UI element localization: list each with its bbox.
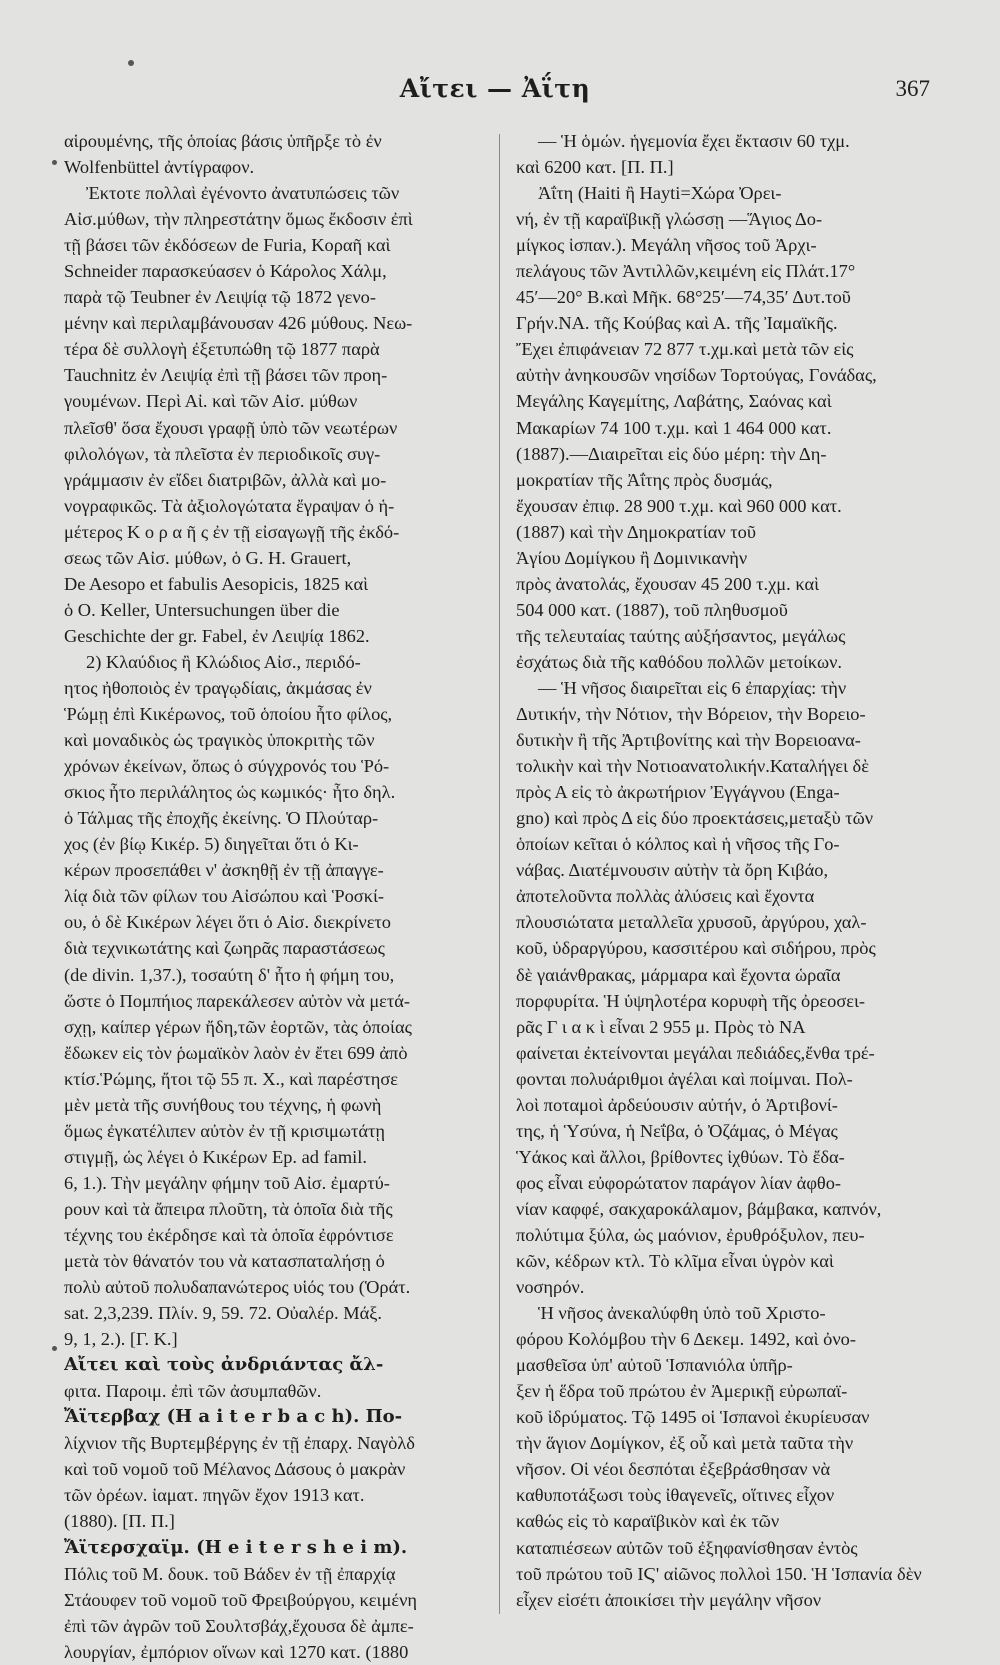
text-line: δυτικὴν ἢ τῆς Ἀρτιβονίτης καὶ τὴν Βορειοανα- <box>516 730 861 751</box>
text-line: ρᾶς Γ ι α κ ὶ εἶναι 2 955 μ. Πρὸς τὸ ΝΑ <box>516 1016 806 1037</box>
text-line: φιλολόγων, τὰ πλεῖστα ἐν περιοδικοῖς συγ- <box>64 443 381 464</box>
text-line: ητος ἠθοποιὸς ἐν τραγῳδίαις, ἀκμάσας ἐν <box>64 677 372 698</box>
text-line: λουργίαν, ἐμπόριον οἴνων καὶ 1270 κατ. (1880 <box>64 1641 409 1662</box>
text-line: Ἄϊτερβαχ (H a i t e r b a c h). Πο- <box>64 1406 403 1428</box>
text-line: αἱρουμένης, τῆς ὁποίας βάσις ὑπῆρξε τὸ ἐν <box>64 131 382 151</box>
text-line: νάβας. Διατέμνουσιν αὐτὴν τὰ ὄρη Κιβάο, <box>516 860 829 881</box>
text-line: πολὺ αὐτοῦ πολυδαπανώτερος υἱός του (Ὁράτ. <box>64 1277 411 1298</box>
text-line: τῶν ὀρέων. ἰαματ. πηγῶν ἔχον 1913 κατ. <box>64 1485 365 1506</box>
running-title: Αἴτει — Ἀΐτη <box>399 74 591 103</box>
text-line: ὁποίων κεῖται ὁ κόλπος καὶ ἡ νῆσος τῆς Γο- <box>516 834 840 855</box>
text-line: Μεγάλης Καγεμίτης, Λαβάτης, Σαόνας καὶ <box>516 391 832 412</box>
text-line: τοῦ πρώτου τοῦ ΙϚ' αἰῶνος πολλοὶ 150. Ἡ Ἱσπανία δὲν <box>516 1563 922 1584</box>
text-line: ἐσχάτως διὰ τῆς καθόδου πολλῶν μετοίκων. <box>516 651 843 672</box>
text-line: τέχνης του ἐκέρδησε καὶ τὰ ὁποῖα ἐφρόντισε <box>64 1224 394 1245</box>
text-line: Ἁγίου Δομίγκου ἢ Δομινικανὴν <box>516 547 748 568</box>
text-line: Wolfenbüttel ἀντίγραφον. <box>64 157 255 178</box>
text-line: της, ἡ Ὑσύνα, ἡ Νεΐβα, ὁ Ὀζάμας, ὁ Μέγας <box>516 1120 838 1141</box>
text-line: Ἄϊτερσχαϊμ. (H e i t e r s h e i m). <box>64 1536 408 1558</box>
text-line: δὲ γαιάνθρακας, μάρμαρα καὶ ἔχοντα ὡραῖα <box>516 964 841 985</box>
text-line: 45′—20° Β.καὶ Μῆκ. 68°25′—74,35′ Δυτ.τοῦ <box>516 287 851 308</box>
text-line: Πόλις τοῦ Μ. δουκ. τοῦ Βάδεν ἐν τῇ ἐπαρχίᾳ <box>64 1563 396 1584</box>
print-speck <box>52 160 57 165</box>
text-line: καθώς εἰς τὸ καραϊβικὸν καὶ ἐκ τῶν <box>516 1511 780 1532</box>
text-line: μένην καὶ περιλαμβάνουσαν 426 μύθους. Νεω- <box>64 313 413 334</box>
text-line: — Ἡ νῆσος διαιρεῖται εἰς 6 ἐπαρχίας: τὴν <box>538 677 847 698</box>
text-line: ἐπὶ τῶν ἀγρῶν τοῦ Σουλτσβάχ,ἔχουσα δὲ ἀμπε- <box>64 1615 414 1636</box>
text-line: σκιος ἦτο περιλάλητος ὡς κωμικός· ἦτο δηλ. <box>64 782 396 803</box>
text-line: κοῦ ἱδρύματος. Τῷ 1495 οἱ Ἱσπανοὶ ἐκυρίευσαν <box>516 1407 870 1428</box>
text-line: Ἔχει ἐπιφάνειαν 72 877 τ.χμ.καὶ μετὰ τῶν εἰς <box>516 339 854 360</box>
text-line: καταπιέσεων αὐτῶν τοῦ ἐξηφανίσθησαν ἐντὸς <box>516 1537 858 1558</box>
text-line: νίαν καφφέ, σακχαροκάλαμον, βάμβακα, καπνόν, <box>516 1198 882 1219</box>
text-line: gno) καὶ πρὸς Δ εἰς δύο προεκτάσεις,μεταξὺ τῶν <box>516 808 874 829</box>
text-line: λίχνιον τῆς Βυρτεμβέργης ἐν τῇ ἐπαρχ. Ναγὸλδ <box>64 1433 415 1454</box>
text-line: 6, 1.). Τὴν μεγάλην φήμην τοῦ Αἰσ. ἐμαρτύ- <box>64 1172 390 1193</box>
text-line: Μακαρίων 74 100 τ.χμ. καὶ 1 464 000 κατ. <box>516 417 832 438</box>
text-line: τὴν ἅγιον Δομίγκον, ἐξ οὗ καὶ μετὰ ταῦτα τὴν <box>516 1433 854 1454</box>
text-line: Δυτικήν, τὴν Νότιον, τὴν Βόρειον, τὴν Βορειο- <box>516 704 866 725</box>
text-line: φονται πολυάριθμοι ἀγέλαι καὶ ποίμναι. Πολ- <box>516 1068 853 1089</box>
text-line: ἔδωκεν εἰς τὸν ῥωμαϊκὸν λαὸν ἐν ἔτει 699 ἀπὸ <box>64 1042 408 1063</box>
text-line: διὰ τεχνικωτάτης καὶ ζωηρᾶς παραστάσεως <box>64 938 385 959</box>
text-line: κέρων προσεπάθει ν' ἀσκηθῇ ἐν τῇ ἀπαγγε- <box>64 860 384 881</box>
text-line: πρὸς ἀνατολάς, ἔχουσαν 45 200 τ.χμ. καὶ <box>516 573 820 594</box>
text-line: στιγμῇ, ὡς λέγει ὁ Κικέρων Ep. ad famil. <box>64 1146 367 1167</box>
text-line: καὶ τοῦ νομοῦ τοῦ Μέλανος Δάσους ὁ μακρὰν <box>64 1459 406 1480</box>
text-line: Tauchnitz ἐν Λειψίᾳ ἐπὶ τῇ βάσει τῶν προη- <box>64 365 388 386</box>
text-line: γράμμασιν ἐν εἴδει διατριβῶν, ἀλλὰ καὶ μο- <box>64 469 387 490</box>
text-line: μίγκος ἱσπαν.). Μεγάλη νῆσος τοῦ Ἀρχι- <box>516 235 817 256</box>
text-line: μασθεῖσα ὑπ' αὐτοῦ Ἱσπανιόλα ὑπῆρ- <box>516 1355 793 1376</box>
text-line: χος (ἐν βίῳ Κικέρ. 5) διηγεῖται ὅτι ὁ Κι- <box>64 834 359 855</box>
print-speck <box>128 60 134 66</box>
text-line: λοὶ ποταμοὶ ἀρδεύουσιν αὐτήν, ὁ Ἀρτιβονί- <box>516 1094 838 1115</box>
text-line: Ἐκτοτε πολλαὶ ἐγένοντο ἀνατυπώσεις τῶν <box>86 183 400 204</box>
text-line: σεως τῶν Αἰσ. μύθων, ὁ G. H. Grauert, <box>64 547 352 568</box>
text-line: τέρα δὲ συλλογὴ ἐξετυπώθη τῷ 1877 παρὰ <box>64 339 380 360</box>
text-line: μετὰ τὸν θάνατόν του νὰ κατασπαταλήσῃ ὁ <box>64 1251 385 1272</box>
text-line: καὶ μοναδικὸς ὡς τραγικὸς ὑποκριτὴς τῶν <box>64 730 375 751</box>
page-header <box>60 74 930 108</box>
text-line: ἔχουσαν ἐπιφ. 28 900 τ.χμ. καὶ 960 000 κατ. <box>516 495 842 516</box>
text-line: μὲν μετὰ τῆς συνήθους του τέχνης, ἡ φωνὴ <box>64 1094 382 1115</box>
text-line: Ὑάκος καὶ ἄλλοι, βρίθοντες ἰχθύων. Τὸ ἔδα- <box>516 1146 845 1167</box>
text-line: φαίνεται ἐκτείνονται μεγάλαι πεδιάδες,ἔνθα τρέ- <box>516 1042 875 1063</box>
right-column <box>516 128 932 1613</box>
text-line: πρὸς Α εἰς τὸ ἀκρωτήριον Ἐγγάγνου (Enga- <box>516 782 840 803</box>
text-line: ἀποτελοῦντα πολλὰς ἀλύσεις καὶ ἔχοντα <box>516 886 815 907</box>
text-line: Ἡ νῆσος ἀνεκαλύφθη ὑπὸ τοῦ Χριστο- <box>538 1303 826 1324</box>
text-line: Schneider παρασκεύασεν ὁ Κάρολος Χάλμ, <box>64 261 387 282</box>
text-line: Γρήν.ΝΑ. τῆς Κούβας καὶ Α. τῆς Ἰαμαϊκῆς. <box>516 313 838 334</box>
text-line: sat. 2,3,239. Πλίν. 9, 59. 72. Οὐαλέρ. Μάξ. <box>64 1303 383 1324</box>
text-line: (1887).—Διαιρεῖται εἰς δύο μέρη: τὴν Δη- <box>516 443 827 464</box>
text-line: τολικὴν καὶ τὴν Νοτιοανατολικήν.Καταλήγει δὲ <box>516 756 869 777</box>
text-line: Αἴτει καὶ τοὺς ἀνδριάντας ἄλ- <box>64 1354 384 1376</box>
text-line: τῇ βάσει τῶν ἐκδόσεων de Furia, Κοραῆ καὶ <box>64 235 391 256</box>
text-line: — Ἡ ὁμών. ἡγεμονία ἔχει ἔκτασιν 60 τχμ. <box>538 131 850 151</box>
text-line: ὁ O. Keller, Untersuchungen über die <box>64 599 340 620</box>
text-line: ρουν καὶ τὰ ἄπειρα πλοῦτη, τὰ ὁποῖα διὰ τῆς <box>64 1198 393 1219</box>
text-line: αὐτὴν ἀνηκουσῶν νησίδων Τορτούγας, Γονάδας, <box>516 365 877 386</box>
text-line: κτίσ.Ῥώμης, ἤτοι τῷ 55 π. Χ., καὶ παρέστησε <box>64 1068 398 1089</box>
text-line: 504 000 κατ. (1887), τοῦ πληθυσμοῦ <box>516 599 788 620</box>
text-line: πορφυρίτα. Ἡ ὑψηλοτέρα κορυφὴ τῆς ὀρεοσει- <box>516 990 866 1011</box>
text-line: De Aesopo et fabulis Aesopicis, 1825 καὶ <box>64 573 369 594</box>
text-line: μέτερος Κ ο ρ α ῆ ς ἐν τῇ εἰσαγωγῇ τῆς ἐκδό- <box>64 521 400 542</box>
text-line: σχῃ, καίπερ γέρων ἤδη,τῶν ἑορτῶν, τὰς ὁποίας <box>64 1016 412 1037</box>
text-line: νογραφικῶς. Τὰ ἀξιολογώτατα ἔγραψαν ὁ ἡ- <box>64 495 395 516</box>
text-line: λίᾳ διὰ τῶν φίλων του Αἰσώπου καὶ Ῥοσκί- <box>64 886 385 907</box>
text-line: νῆσον. Οἱ νέοι δεσπόται ἐξεβράσθησαν νὰ <box>516 1459 831 1480</box>
page-number: 367 <box>895 76 930 101</box>
text-line: (de divin. 1,37.), τοσαύτη δ' ἦτο ἡ φήμη του, <box>64 964 395 985</box>
text-line: καθυποτάξωσι τοὺς ἰθαγενεῖς, οἵτινες εἶχον <box>516 1485 835 1506</box>
text-line: (1880). [Π. Π.] <box>64 1511 175 1532</box>
text-line: φόρου Κολόμβου τὴν 6 Δεκεμ. 1492, καὶ ὀνο- <box>516 1329 856 1350</box>
left-column <box>64 128 480 1665</box>
text-line: εἶχεν εἰσέτι ἀποικίσει τὴν μεγάλην νῆσον <box>516 1589 822 1610</box>
text-line: Geschichte der gr. Fabel, ἐν Λειψίᾳ 1862. <box>64 625 370 646</box>
text-line: Στάουφεν τοῦ νομοῦ τοῦ Φρειβούργου, κειμένη <box>64 1589 417 1610</box>
text-line: κοῦ, ὑδραργύρου, κασσιτέρου καὶ σιδήρου, πρὸς <box>516 938 876 959</box>
text-line: ὁ Τάλμας τῆς ἐποχῆς ἐκείνης. Ὁ Πλούταρ- <box>64 808 379 829</box>
text-line: γουμένων. Περὶ Αἰ. καὶ τῶν Αἰσ. μύθων <box>64 391 358 412</box>
text-line: ὅμως ἐγκατέλιπεν αὐτὸν ἐν τῇ κρισιμωτάτῃ <box>64 1120 386 1141</box>
text-line: παρὰ τῷ Teubner ἐν Λειψίᾳ τῷ 1872 γενο- <box>64 287 376 308</box>
text-line: πελάγους τῶν Ἀντιλλῶν,κειμένη εἰς Πλάτ.17° <box>516 261 856 282</box>
text-line: (1887) καὶ τὴν Δημοκρατίαν τοῦ <box>516 521 756 542</box>
print-speck <box>52 1346 57 1351</box>
text-line: τῆς τελευταίας ταύτης αὐξήσαντος, μεγάλως <box>516 625 846 646</box>
text-line: Αἰσ.μύθων, τὴν πληρεστάτην ὅμως ἔκδοσιν ἐπὶ <box>64 209 413 230</box>
text-line: 2) Κλαύδιος ἢ Κλώδιος Αἰσ., περιδό- <box>86 651 361 672</box>
text-line: νή, ἐν τῇ καραϊβικῇ γλώσσῃ —Ἅγιος Δο- <box>516 209 823 230</box>
text-line: φος εἶναι εὐφορώτατον παράγον λίαν ἀφθο- <box>516 1172 842 1193</box>
text-line: μοκρατίαν τῆς Ἀΐτης πρὸς δυσμάς, <box>516 469 773 490</box>
text-line: Ἀΐτη (Haiti ἢ Hayti=Χώρα Ὀρει- <box>538 183 782 204</box>
text-line: πλεῖσθ' ὅσα ἔχουσι γραφῇ ὑπὸ τῶν νεωτέρων <box>64 417 398 438</box>
text-line: νοσηρόν. <box>516 1277 585 1298</box>
text-line: πολύτιμα ξύλα, ὡς μαόνιον, ἐρυθρόξυλον, πευ- <box>516 1224 865 1245</box>
text-line: κῶν, κέδρων κτλ. Τὸ κλῖμα εἶναι ὑγρὸν καὶ <box>516 1251 834 1272</box>
text-line: 9, 1, 2.). [Γ. Κ.] <box>64 1329 178 1350</box>
text-line: ὥστε ὁ Πομπήιος παρεκάλεσεν αὐτὸν νὰ μετά- <box>64 990 411 1011</box>
text-line: καὶ 6200 κατ. [Π. Π.] <box>516 157 674 178</box>
text-line: χρόνων ἐκείνων, ὅπως ὁ σύγχρονός του Ῥό- <box>64 756 390 777</box>
text-line: ου, ὁ δὲ Κικέρων λέγει ὅτι ὁ Αἰσ. διεκρίνετο <box>64 912 392 933</box>
column-divider <box>499 134 500 1614</box>
text-line: ξεν ἡ ἕδρα τοῦ πρώτου ἐν Ἀμερικῇ εὐρωπαϊ- <box>516 1381 848 1402</box>
text-line: πλουσιώτατα μεταλλεῖα χρυσοῦ, ἀργύρου, χαλ- <box>516 912 867 933</box>
text-line: Ῥώμῃ ἐπὶ Κικέρωνος, τοῦ ὁποίου ἦτο φίλος, <box>64 704 393 725</box>
text-line: φιτα. Παροιμ. ἐπὶ τῶν ἀσυμπαθῶν. <box>64 1381 322 1402</box>
